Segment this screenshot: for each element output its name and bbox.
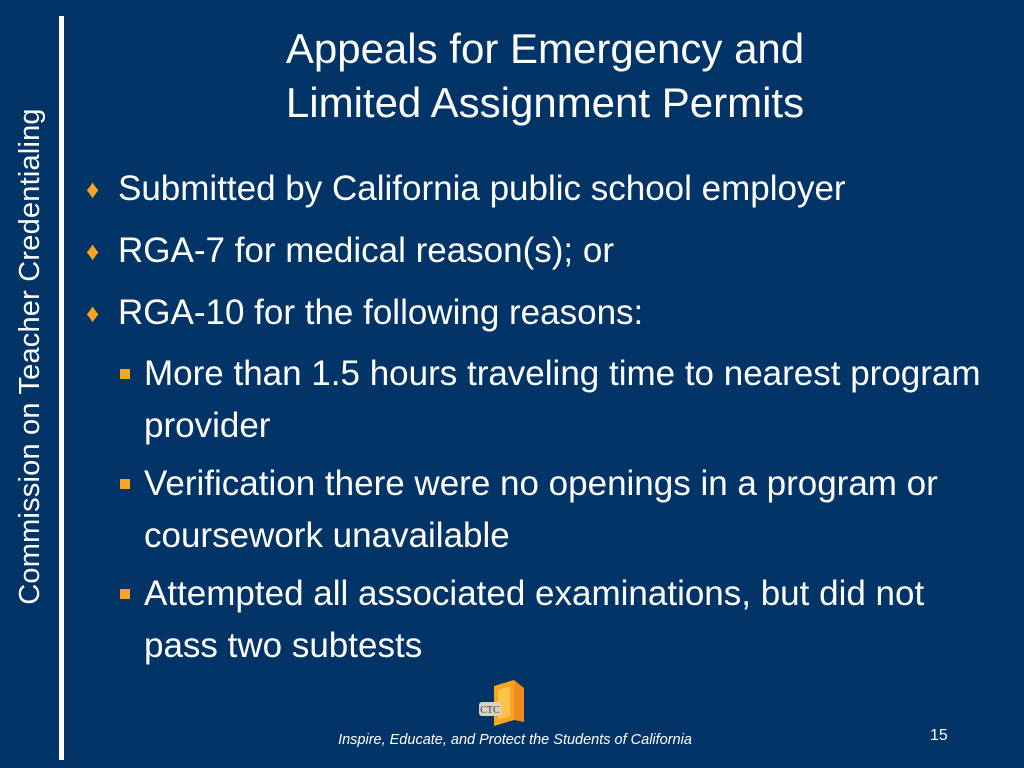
sub-bullet-item	[120, 568, 1020, 672]
bullet-item	[80, 286, 1020, 341]
bullet-item	[80, 224, 1020, 279]
title-line-2: Limited Assignment Permits	[285, 79, 805, 126]
title-line-1: Appeals for Emergency and	[285, 25, 805, 72]
diamond-bullet-icon: ♦	[86, 236, 100, 266]
organization-name: Commission on Teacher Credentialing	[13, 107, 46, 605]
bullet-list	[80, 162, 1020, 678]
sub-bullet-item	[120, 348, 1020, 452]
sub-bullet-text: More than 1.5 hours traveling time to nearest program provider	[144, 354, 981, 445]
sub-bullet-text: Attempted all associated examinations, but did not pass two subtests	[144, 574, 925, 665]
side-banner	[2, 18, 58, 694]
sub-bullet-text: Verification there were no openings in a program or coursework unavailable	[144, 464, 938, 555]
bullet-item	[80, 162, 1020, 217]
diamond-bullet-icon: ♦	[86, 298, 100, 328]
square-bullet-icon	[120, 348, 144, 379]
ctc-logo	[478, 676, 534, 726]
svg-text:CTC: CTC	[480, 705, 500, 716]
book-icon	[478, 676, 534, 726]
square-bullet-icon	[120, 458, 144, 489]
bullet-text: Submitted by California public school employer	[118, 169, 846, 208]
bullet-text: RGA-7 for medical reason(s); or	[118, 231, 614, 270]
page-number: 15	[930, 727, 948, 744]
sub-bullet-item	[120, 458, 1020, 562]
square-bullet-icon	[120, 568, 144, 599]
diamond-bullet-icon: ♦	[86, 174, 100, 204]
vertical-divider	[59, 16, 64, 760]
footer-tagline: Inspire, Educate, and Protect the Students of California	[338, 732, 692, 748]
slide-title	[130, 22, 960, 130]
bullet-text: RGA-10 for the following reasons:	[118, 293, 644, 332]
